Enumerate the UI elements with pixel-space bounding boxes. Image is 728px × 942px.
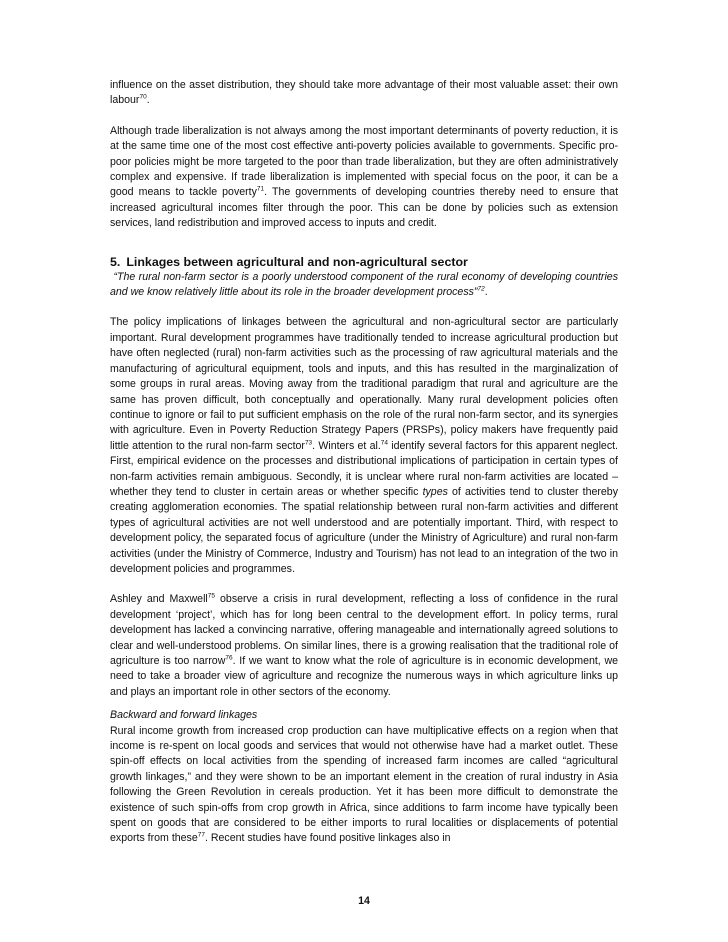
footnote-ref[interactable]: 71 bbox=[256, 185, 265, 193]
emphasis: types bbox=[422, 485, 448, 498]
paragraph-policy-implications: The policy implications of linkages between the agricultural and non-agricultural sector are particularly important. Rural development programmes have traditionally tended to increase agricultural production but have often neglected (rural) non-farm activities such as the processing of raw agricultural materials and the manufacturing of agricultural equipment, tools and inputs, and this has resulted in the marginalization of some groups in rural areas. Moving away from the traditional paradigm that rural and agriculture are the same has proven difficult, both conceptually and operationally. Many rural development policies often continue to ignore or fail to put sufficient emphasis on the role of the rural non-farm sector, and its synergies with agriculture. Even in Poverty Reduction Strategy Papers (PRSPs), policy makers have frequently paid little attention to the rural non-farm sector$^{73}$. Winters et al.$^{74}$ identify several factors for this apparent neglect. First, empirical evidence on the processes and distributional implications of participation in certain types of non-farm activities remain ambiguous. Secondly, it is unclear where rural non-farm activities are located – whether they tend to cluster in certain areas or whether specific types of activities tend to cluster thereby creating agglomeration economies. The spatial relationship between rural non-farm activities and different types of agricultural activities are not well understood and are potentially important. Third, with respect to development policy, the separated focus of agriculture (under the Ministry of Agriculture) and rural non-farm activities (under the Ministry of Commerce, Industry and Tourism) has not lead to an integration of the two in development policies and programmes. bbox=[110, 316, 619, 575]
footnote-ref[interactable]: 76 bbox=[225, 654, 233, 662]
footnote-ref[interactable]: 70 bbox=[139, 93, 147, 101]
paragraph-trade-liberalization: Although trade liberalization is not always among the most important determinants of poverty reduction, it is at the same time one of the most cost effective anti-poverty policies available to governments. Specific pro-poor policies might be more targeted to the poor than trade liberalization, but they are often administratively complex and expensive. If trade liberalization is implemented with special focus on the poor, it can be a good means to tackle poverty$^{71}$. The governments of developing countries thereby need to ensure that increased agricultural incomes filter through the poor. This can be done by policies such as extension services, land redistribution and improved access to inputs and credit. bbox=[110, 124, 619, 230]
section-title: Linkages between agricultural and non-agricultural sector bbox=[126, 254, 468, 269]
page-number: 14 bbox=[358, 895, 370, 907]
block-quote: “The rural non-farm sector is a poorly understood component of the rural economy of developing countries and we know relatively little about its role in the broader development process”$^{72}$. bbox=[110, 270, 618, 299]
paragraph-continuation: influence on the asset distribution, they should take more advantage of their most valuable asset: their own labour$^{70}$. bbox=[110, 79, 618, 107]
page-body bbox=[110, 78, 618, 847]
paragraph-growth-linkages: Rural income growth from increased crop production can have multiplicative effects on a region when that income is re-spent on local goods and services that would not otherwise have had a market outlet. These spin-off effects on local activities from the spending of increased farm incomes are called “agricultural growth linkages,” and they were shown to be an important element in the creation of rural industry in Asia following the Green Revolution in cereals production. Yet it has been more difficult to demonstrate the existence of such spin-offs from crop growth in Africa, since additions to farm income have typically been spent on goods that are considered to be either imports to rural localities or displacements of potential exports from these$^{77}$. Recent studies have found positive linkages also in bbox=[110, 724, 618, 845]
footnote-ref[interactable]: 72 bbox=[477, 285, 485, 293]
footnote-ref[interactable]: 73 bbox=[304, 439, 313, 447]
section-number: 5. bbox=[110, 254, 121, 269]
footnote-ref[interactable]: 74 bbox=[380, 439, 389, 447]
footnote-ref[interactable]: 77 bbox=[197, 831, 205, 839]
paragraph-rural-development-crisis: Ashley and Maxwell$^{75}$ observe a crisis in rural development, reflecting a loss of confidence in the rural development ‘project’, which has for long been central to the development effort. In policy terms, rural development has lacked a convincing narrative, offering manageable and internationally agreed solutions to clear and well-understood problems. On similar lines, there is a growing realisation that the traditional role of agriculture is too narrow$^{76}$. If we want to know what the role of agriculture is in economic development, we need to take a broader view of agriculture and recognize the numerous ways in which agriculture links up and plays an important role in other sectors of the economy. bbox=[110, 592, 618, 698]
section-heading bbox=[110, 254, 618, 270]
footnote-ref[interactable]: 75 bbox=[207, 592, 216, 600]
subheading: Backward and forward linkages bbox=[110, 709, 258, 722]
